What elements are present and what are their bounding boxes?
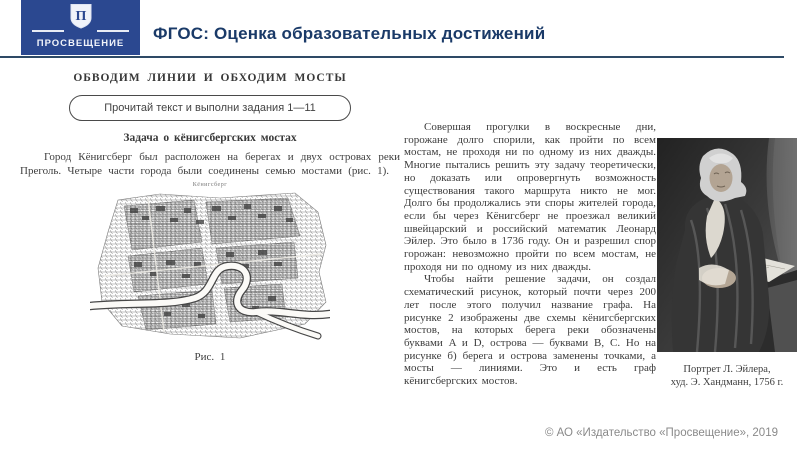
koenigsberg-map-image bbox=[90, 190, 330, 342]
textbook-right-page bbox=[404, 121, 656, 388]
textbook-left-page bbox=[20, 66, 400, 363]
worksheet-heading: ОБВОДИМ ЛИНИИ И ОБХОДИМ МОСТЫ bbox=[73, 72, 347, 84]
article-paragraph-1: Совершая прогулки в воскресные дни, горожане долго спорили, как пройти по всем мостам, не проходя ни по одному из них дважды. Многие пытались решить эту задачу теоретически, но доказать или опровергнуть возможность существования такого маршрута никто не мог. Долго бы продолжались эти споры жителей города, если бы через Кёнигсберг не проезжал великий швейцарский и российский математик Леонард Эйлер. Это было в 1736 году. Он и разрешил спор горожан: невозможно пройти по всем мостам, не проходя ни по одному из них дважды. bbox=[404, 121, 656, 273]
portrait-caption bbox=[649, 363, 800, 389]
koenigsberg-map-figure bbox=[20, 182, 400, 363]
slide-title: ФГОС: Оценка образовательных достижений bbox=[153, 24, 546, 43]
article-paragraph-2: Чтобы найти решение задачи, он создал схематический рисунок, который почти через 200 лет после этого получил название графа. На рисунке 2 изображены две схемы кёнигсбергских мостов, на которых берега реки обозначены буквами A и D, острова — буквами B, C. Но на рисунке б) берега и острова заменены точками, а мосты — линиями. Это и есть граф кёнигсбергских мостов. bbox=[404, 273, 656, 388]
euler-portrait-image bbox=[657, 138, 797, 352]
header-divider bbox=[0, 56, 784, 58]
intro-paragraph: Город Кёнигсберг был расположен на берегах и двух островах реки Преголь. Четыре части города были соединены семью мостами (рис. 1). bbox=[20, 151, 400, 177]
publisher-shield-icon bbox=[68, 3, 94, 29]
logo-divider-right bbox=[97, 30, 129, 32]
publisher-logo bbox=[21, 0, 140, 55]
map-title-label: Кёнигсберг bbox=[192, 182, 228, 188]
euler-portrait-figure bbox=[657, 138, 797, 389]
portrait-caption-line2: худ. Э. Хандманн, 1756 г. bbox=[670, 377, 784, 388]
emblem-letter: П bbox=[75, 9, 87, 24]
instruction-text: Прочитай текст и выполни задания 1—11 bbox=[104, 102, 316, 114]
publisher-name: ПРОСВЕЩЕНИЕ bbox=[36, 38, 125, 49]
instruction-box bbox=[69, 95, 351, 121]
logo-divider-left bbox=[32, 30, 64, 32]
portrait-caption-line1: Портрет Л. Эйлера, bbox=[683, 364, 771, 375]
copyright-notice: © АО «Издательство «Просвещение», 2019 bbox=[544, 427, 778, 439]
figure-caption: Рис. 1 bbox=[194, 351, 226, 363]
task-subheading: Задача о кёнигсбергских мостах bbox=[123, 132, 297, 144]
